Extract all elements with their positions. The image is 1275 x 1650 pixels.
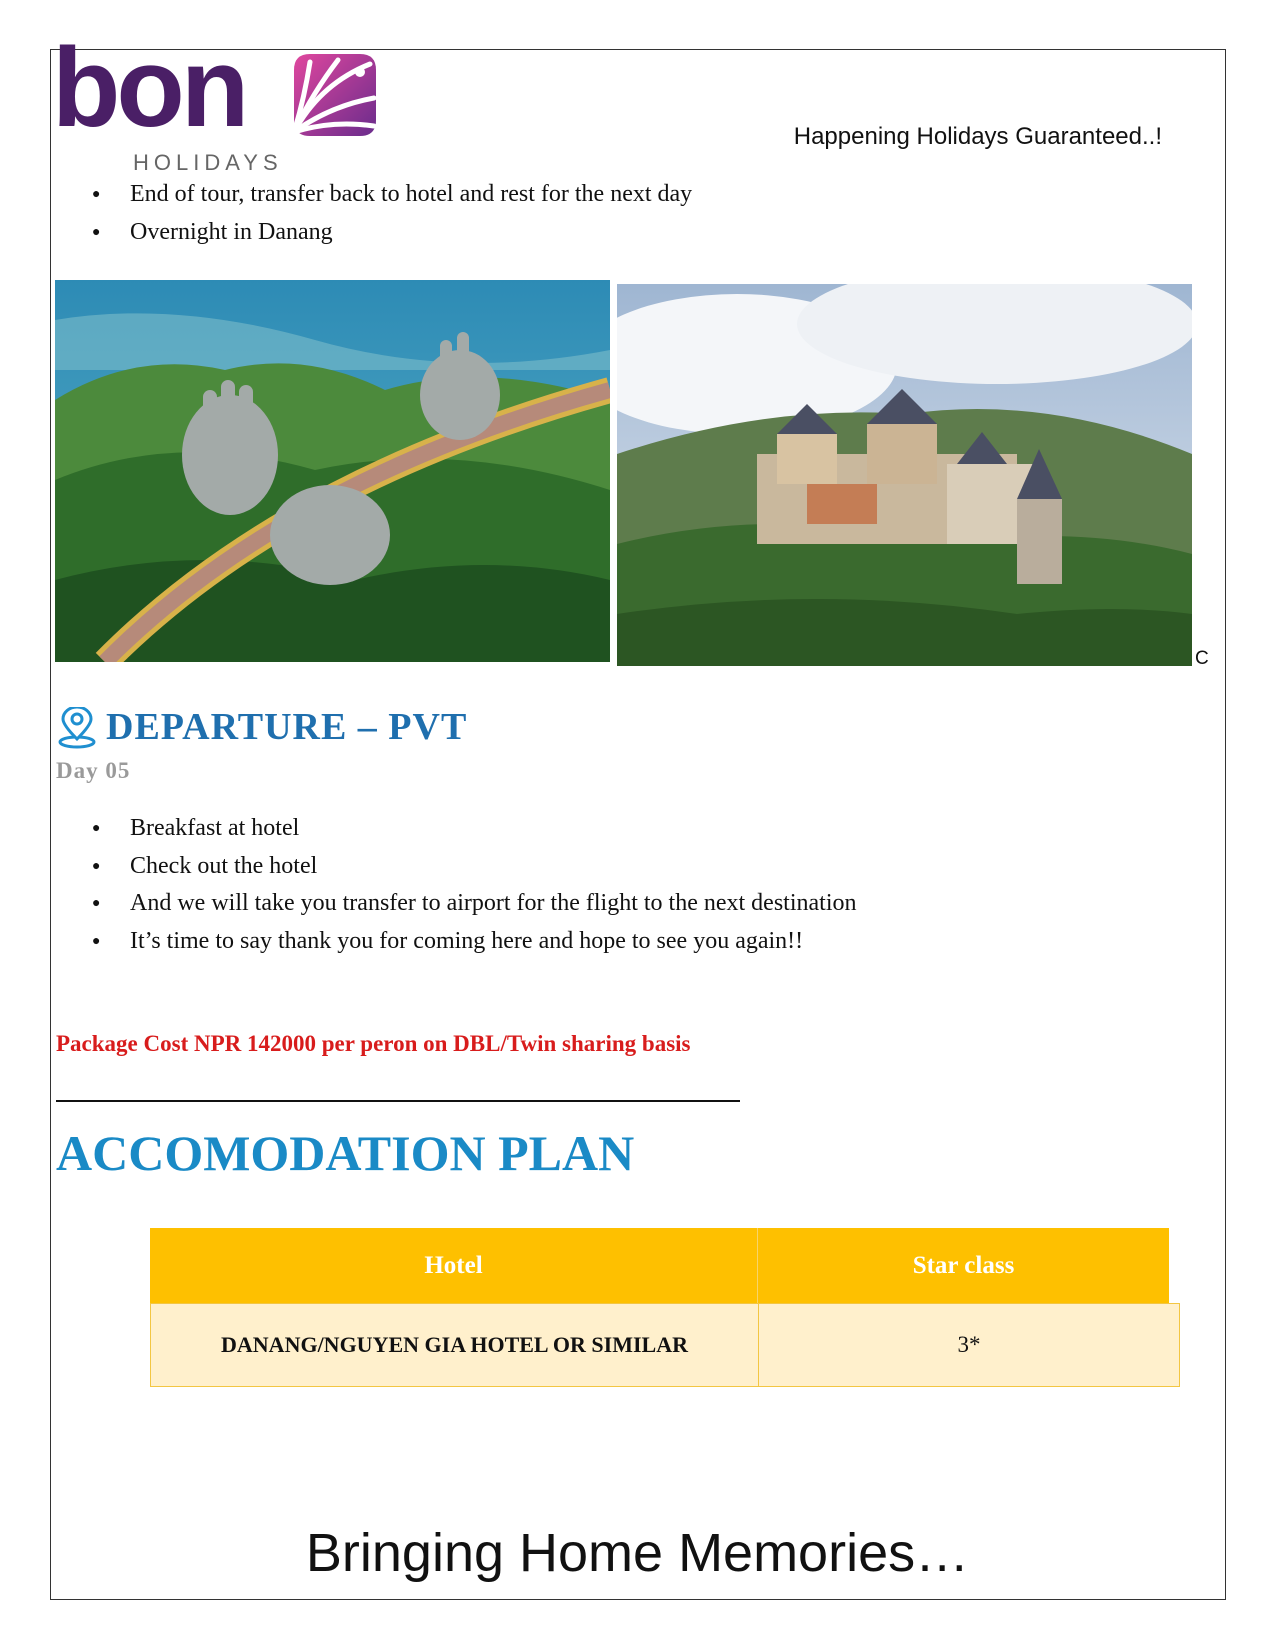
star-class-cell: 3* [758, 1304, 1179, 1386]
logo-wordmark: bon [52, 25, 246, 150]
intro-bullet-list [92, 176, 692, 251]
logo-subtitle: HOLIDAYS [133, 150, 283, 175]
list-item: ● End of tour, transfer back to hotel and rest for the next day [92, 176, 692, 214]
bon-holidays-logo [52, 25, 382, 175]
accommodation-heading: ACCOMODATION PLAN [56, 1125, 635, 1181]
list-item: ● Breakfast at hotel [92, 810, 856, 848]
list-item: ● It’s time to say thank you for coming here and hope to see you again!! [92, 923, 856, 961]
list-item: ● And we will take you transfer to airport for the flight to the next destination [92, 885, 856, 923]
hotel-name-cell: DANANG/NGUYEN GIA HOTEL OR SIMILAR [221, 1332, 688, 1357]
day-label: Day 05 [56, 758, 131, 783]
golden-bridge-photo [55, 280, 610, 662]
package-cost: Package Cost NPR 142000 per peron on DBL/Twin sharing basis [56, 1031, 691, 1056]
photo-caption-fragment: C [1195, 648, 1209, 669]
departure-bullet-list [92, 810, 856, 960]
header-tagline: Happening Holidays Guaranteed..! [793, 123, 1162, 150]
ba-na-hills-photo [617, 284, 1192, 666]
list-item: ● Check out the hotel [92, 848, 856, 886]
list-item: ● Overnight in Danang [92, 214, 692, 252]
departure-heading: DEPARTURE – PVT [106, 706, 468, 748]
section-divider [56, 1100, 740, 1102]
table-row [150, 1303, 1180, 1387]
palm-leaf-icon [290, 54, 376, 136]
location-pin-icon [57, 707, 97, 749]
column-header-star-class: Star class [757, 1228, 1169, 1303]
column-header-hotel: Hotel [424, 1251, 483, 1279]
table-header-row [150, 1228, 1169, 1303]
footer-tagline: Bringing Home Memories… [305, 1523, 970, 1583]
